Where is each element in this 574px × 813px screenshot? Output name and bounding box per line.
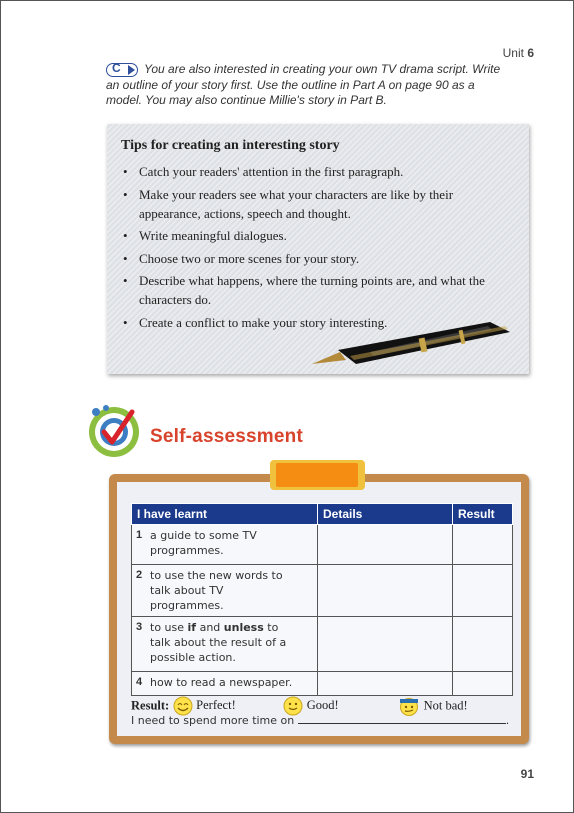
tip-item [119,249,509,268]
table-row [132,525,513,565]
bullet: • [123,273,128,288]
learnt-cell [132,565,318,617]
page-number: 91 [520,767,534,781]
bullet: • [123,186,128,202]
assessment-table [131,503,513,696]
check-target-icon [86,402,142,458]
text-part: to use [150,621,188,634]
tip-text: Describe what happens, where the turning points are, and what the characters do. [139,273,485,307]
row-text [150,620,300,665]
column-header: I have learnt [132,504,318,525]
tip-text: Create a conflict to make your story interesting. [139,314,388,330]
unit-text: Unit [502,46,524,60]
table-row [132,672,513,696]
tip-item [119,162,509,181]
badge-arrow-icon [128,65,135,75]
text-part: to talk about the result of a possible action. [150,621,287,664]
tips-list [119,162,509,335]
clipboard-clip-inner [276,463,358,487]
rating-good: Good! [306,698,339,713]
tip-item [119,271,509,309]
rating-perfect: Perfect! [196,698,236,713]
bullet: • [123,228,128,243]
blank-line[interactable] [298,713,506,724]
row-number: 4 [136,676,143,688]
row-text: how to read a newspaper. [150,676,293,689]
tips-title: Tips for creating an interesting story [121,138,340,153]
table-row [132,617,513,672]
unit-number: 6 [527,46,534,60]
bullet: • [123,164,128,179]
tip-text: Catch your readers' attention in the first paragraph. [139,164,404,179]
text-part: and [196,621,224,634]
tip-item [119,226,509,245]
column-header: Details [318,504,453,525]
details-cell[interactable] [318,565,453,617]
row-text: to use the new words to talk about TV programmes. [150,569,283,612]
need-more-time-line [131,713,509,727]
learnt-cell [132,617,318,672]
unit-label [503,46,534,60]
keyword-unless: unless [223,621,264,634]
intro-text: You are also interested in creating your own TV drama script. Write an outline of your story first. Use the outline in Part A on page 90 as a model. You may also continue Millie's story in Part B. [106,62,501,107]
badge-letter: C [112,60,121,75]
section-c-badge [106,60,138,77]
tip-item [119,185,509,223]
result-cell[interactable] [453,617,513,672]
row-number: 2 [136,569,143,581]
pen-illustration [310,318,520,368]
tip-text: Choose two or more scenes for your story. [139,250,360,266]
keyword-if: if [187,621,197,634]
bullet: • [123,250,128,266]
result-cell[interactable] [453,672,513,696]
row-number: 3 [136,621,143,633]
table-row [132,565,513,617]
learnt-cell [132,672,318,696]
self-assessment-title: Self-assessment [150,426,303,447]
bullet: • [123,314,128,330]
details-cell[interactable] [318,525,453,565]
learnt-cell [132,525,318,565]
result-cell[interactable] [453,525,513,565]
tip-text: Write meaningful dialogues. [139,228,287,243]
result-label: Result: [131,698,170,713]
details-cell[interactable] [318,617,453,672]
details-cell[interactable] [318,672,453,696]
tip-text: Make your readers see what your characters are like by their appearance, actions, speech and thought. [139,186,454,221]
row-number: 1 [136,529,143,541]
result-cell[interactable] [453,565,513,617]
column-header: Result [453,504,513,525]
need-text: I need to spend more time on [131,714,295,727]
row-text: a guide to some TV programmes. [150,529,257,557]
intro-paragraph [106,62,511,109]
table-header-row [132,504,513,525]
rating-not-bad: Not bad! [423,698,468,713]
need-end: . [505,714,510,727]
